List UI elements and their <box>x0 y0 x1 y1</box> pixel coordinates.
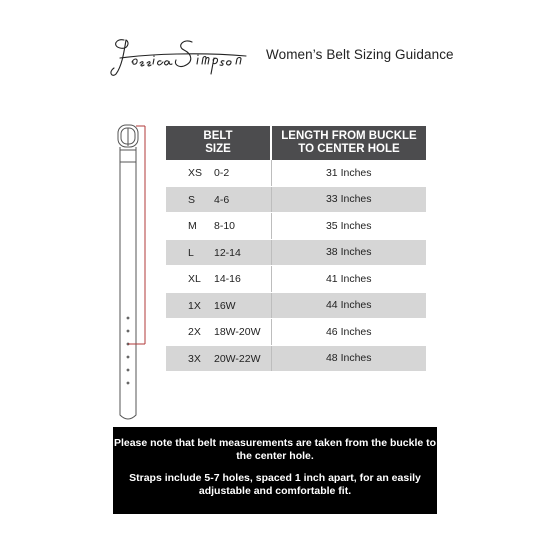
belt-hole <box>127 369 129 371</box>
size-code: M <box>188 220 197 232</box>
table-row <box>166 292 426 319</box>
length-cell: 33 Inches <box>271 186 426 213</box>
belt-strap <box>120 147 136 419</box>
belt-illustration <box>108 120 153 425</box>
length-cell: 46 Inches <box>271 319 426 346</box>
size-range: 20W-22W <box>214 352 261 365</box>
length-cell: 38 Inches <box>271 239 426 266</box>
belt-hole <box>127 330 129 332</box>
length-cell: 44 Inches <box>271 292 426 319</box>
table-row <box>166 319 426 346</box>
column-header-size: BELT SIZE <box>166 126 271 160</box>
size-code: XS <box>188 167 203 179</box>
size-code: 3X <box>188 352 201 365</box>
size-code: 1X <box>188 299 201 312</box>
size-range: 14-16 <box>214 273 241 285</box>
page-header <box>0 0 550 110</box>
column-header-length: LENGTH FROM BUCKLE TO CENTER HOLE <box>271 126 426 160</box>
table-row <box>166 239 426 266</box>
note-straps-text: Straps include 5-7 holes, spaced 1 inch apart, for an easily adjustable and comfortable fit. <box>129 472 421 497</box>
page-title: Women’s Belt Sizing Guidance <box>266 47 454 62</box>
size-range: 0-2 <box>214 167 230 179</box>
table-row <box>166 266 426 293</box>
size-cell <box>166 292 271 319</box>
size-cell <box>166 213 271 240</box>
belt-hole <box>127 317 129 319</box>
size-cell <box>166 345 271 372</box>
size-cell <box>166 266 271 293</box>
size-range: 4-6 <box>214 193 230 206</box>
note-measurement-text: Please note that belt measurements are taken from the buckle to the center hole. <box>113 437 437 462</box>
size-cell <box>166 239 271 266</box>
size-range: 18W-20W <box>214 326 261 338</box>
size-code: L <box>188 246 194 259</box>
size-cell <box>166 319 271 346</box>
table-row <box>166 213 426 240</box>
size-range: 12-14 <box>214 246 241 259</box>
size-code: 2X <box>188 326 201 338</box>
table-row <box>166 345 426 372</box>
length-cell: 31 Inches <box>271 160 426 186</box>
belt-sizing-table <box>166 126 426 372</box>
table-row <box>166 186 426 213</box>
sizing-note-box <box>113 427 437 514</box>
size-cell <box>166 186 271 213</box>
length-cell: 41 Inches <box>271 266 426 293</box>
belt-hole <box>127 356 129 358</box>
length-cell: 35 Inches <box>271 213 426 240</box>
size-range: 16W <box>214 299 236 312</box>
length-cell: 48 Inches <box>271 345 426 372</box>
table-header-row <box>166 126 426 160</box>
table-row <box>166 160 426 186</box>
size-range: 8-10 <box>214 220 236 232</box>
brand-signature-logo <box>110 32 250 80</box>
belt-hole <box>127 382 129 384</box>
size-code: XL <box>188 273 201 285</box>
size-cell <box>166 160 271 186</box>
size-code: S <box>188 193 196 206</box>
